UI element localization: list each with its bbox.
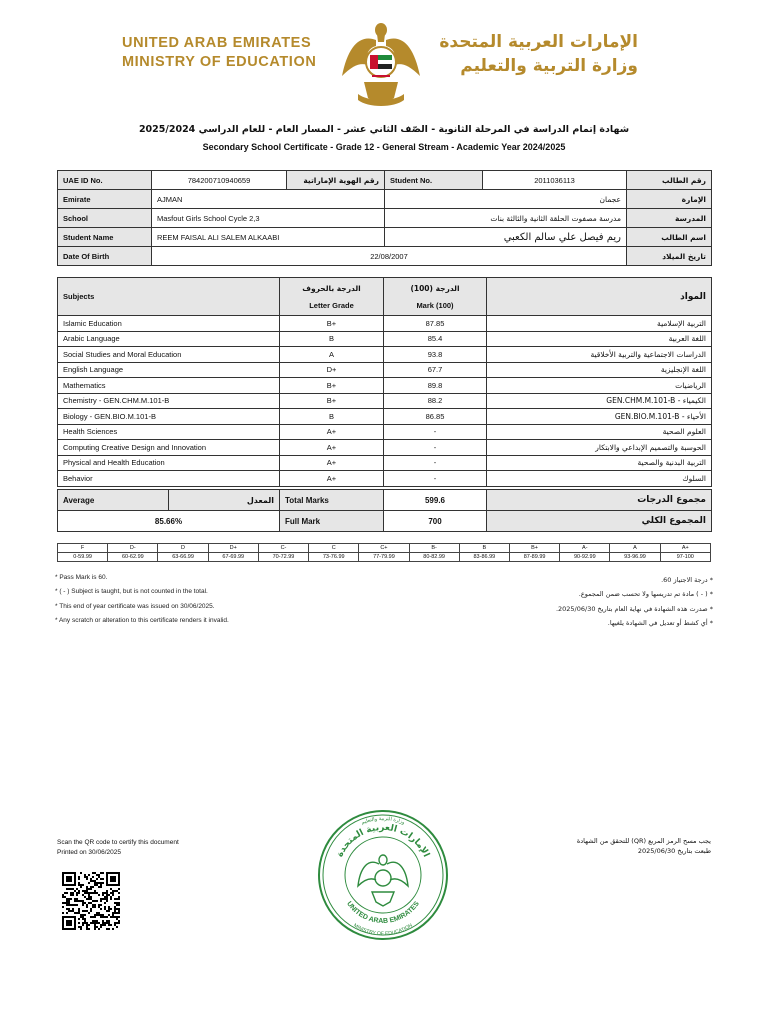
scan-text-en: Scan the QR code to certify this document (57, 839, 179, 846)
scale-range: 93-96.99 (610, 553, 660, 562)
header-ministry-en: MINISTRY OF EDUCATION (122, 54, 317, 70)
subject-name-ar: التربية البدنية والصحية (487, 455, 712, 471)
letter-grade: A (280, 347, 384, 363)
printed-date-en: Printed on 30/06/2025 (57, 849, 121, 856)
note-ar: * ( - ) مادة تم تدريسها ولا تحسب ضمن المجموع. (578, 590, 713, 599)
subject-name-en: Biology - GEN.BIO.M.101-B (58, 409, 280, 425)
grade-scale-table (57, 543, 711, 562)
mark-value: 89.8 (384, 378, 487, 394)
mark-value: - (384, 471, 487, 487)
uae-id-value: 784200710940659 (152, 171, 287, 190)
scale-range: 70-72.99 (258, 553, 308, 562)
letter-grade: B (280, 409, 384, 425)
emirate-value-ar: عجمان (385, 190, 627, 209)
scan-instructions-en (57, 838, 179, 858)
total-marks-label-ar: مجموع الدرجات (487, 490, 712, 511)
subject-name-en: Computing Creative Design and Innovation (58, 440, 280, 456)
subject-name-en: Physical and Health Education (58, 455, 280, 471)
scale-range: 0-59.99 (58, 553, 108, 562)
scale-range: 90-92.99 (560, 553, 610, 562)
dob-label-ar: تاريخ الميلاد (627, 247, 712, 266)
info-row-school (58, 209, 712, 228)
subject-name-en: English Language (58, 362, 280, 378)
svg-text:الإمارات العربية المتحدة (335, 823, 431, 859)
mark-value: 67.7 (384, 362, 487, 378)
seal-english-text: UNITED ARAB EMIRATES (345, 900, 421, 926)
info-row-name (58, 228, 712, 247)
letter-grade-col-header (280, 278, 384, 316)
letter-grade: B+ (280, 378, 384, 394)
scale-letter: A (610, 544, 660, 553)
scale-letter: C (309, 544, 359, 553)
subject-name-en: Chemistry - GEN.CHM.M.101-B (58, 393, 280, 409)
scale-letter: B- (409, 544, 459, 553)
mark-value: 87.85 (384, 316, 487, 332)
emirate-value: AJMAN (152, 190, 385, 209)
scale-range: 63-66.99 (158, 553, 208, 562)
student-info-table (57, 170, 712, 266)
header-english (122, 34, 342, 72)
note-en: * Pass Mark is 60. (55, 574, 108, 581)
note-ar: * درجة الاجتياز 60. (661, 576, 713, 584)
letter-grade: B+ (280, 393, 384, 409)
grade-row (58, 393, 712, 409)
letter-grade-header-ar: الدرجة بالحروف (302, 283, 361, 293)
grade-row (58, 347, 712, 363)
mark-header-ar: الدرجة (100) (410, 283, 460, 293)
mark-value: 86.85 (384, 409, 487, 425)
qr-code-icon[interactable] (62, 872, 120, 930)
scale-letter: B (459, 544, 509, 553)
student-name-label: Student Name (58, 228, 152, 247)
note-en: * ( - ) Subject is taught, but is not counted in the total. (55, 588, 208, 596)
seal-arabic-text-2: وزارة التربية والتعليم (360, 815, 406, 827)
subject-name-en: Arabic Language (58, 331, 280, 347)
student-name-value: REEM FAISAL ALI SALEM ALKAABI (152, 228, 385, 247)
scale-range: 97-100 (660, 553, 710, 562)
letter-grade: A+ (280, 440, 384, 456)
grades-table (57, 277, 712, 487)
emirate-label-ar: الإمارة (627, 190, 712, 209)
subject-name-ar: اللغة الإنجليزية (487, 362, 712, 378)
school-label: School (58, 209, 152, 228)
subject-name-en: Behavior (58, 471, 280, 487)
letter-grade: B+ (280, 316, 384, 332)
grade-row (58, 471, 712, 487)
emirate-label: Emirate (58, 190, 152, 209)
subject-name-en: Islamic Education (58, 316, 280, 332)
scale-range: 73-76.99 (309, 553, 359, 562)
note-ar: * صدرت هذه الشهادة في نهاية العام بتاريخ 2025/06/30. (555, 604, 713, 613)
notes-english (55, 574, 355, 631)
subject-name-en: Mathematics (58, 378, 280, 394)
student-no-label: Student No. (385, 171, 483, 190)
mark-header-en: Mark (100) (416, 300, 454, 310)
grade-row (58, 316, 712, 332)
scale-letter: C+ (359, 544, 409, 553)
letter-grade: A+ (280, 471, 384, 487)
average-label: Average (58, 490, 169, 511)
school-value: Masfout Girls School Cycle 2,3 (152, 209, 385, 228)
scale-letter: F (58, 544, 108, 553)
subject-name-en: Social Studies and Moral Education (58, 347, 280, 363)
grade-row (58, 424, 712, 440)
average-value: 85.66% (58, 511, 280, 532)
subject-name-ar: التربية الإسلامية (487, 316, 712, 332)
note-en: * This end of year certificate was issued on 30/06/2025. (55, 602, 215, 610)
letter-grade: B (280, 331, 384, 347)
scale-range: 60-62.99 (108, 553, 158, 562)
note-en: * Any scratch or alteration to this certificate renders it invalid. (55, 616, 229, 624)
seal-arabic-text: الإمارات العربية المتحدة (335, 822, 431, 859)
header-country-ar: الإمارات العربية المتحدة (439, 32, 638, 52)
subject-name-ar: الأحياء - GEN.BIO.M.101-B (487, 409, 712, 425)
header-ministry-ar: وزارة التربية والتعليم (460, 56, 638, 76)
letter-grade: A+ (280, 455, 384, 471)
scale-range: 77-79.99 (359, 553, 409, 562)
ministry-seal-icon (316, 808, 450, 942)
subject-name-ar: الدراسات الاجتماعية والتربية الأخلاقية (487, 347, 712, 363)
school-value-ar: مدرسة مصفوت الحلقة الثانية والثالثة بنات (385, 209, 627, 228)
scan-text-ar: يجب مسح الرمز المربع (QR) للتحقق من الشهادة (576, 837, 711, 845)
scale-range: 67-69.99 (208, 553, 258, 562)
total-marks-value: 599.6 (384, 490, 487, 511)
scale-range: 80-82.99 (409, 553, 459, 562)
grade-row (58, 378, 712, 394)
printed-date-ar: طبعت بتاريخ 2025/06/30 (637, 847, 711, 855)
average-label-ar: المعدل (169, 490, 280, 511)
student-no-value: 2011036113 (483, 171, 627, 190)
subject-name-en: Health Sciences (58, 424, 280, 440)
student-no-label-ar: رقم الطالب (627, 171, 712, 190)
scale-letter: D- (108, 544, 158, 553)
scale-letter: D+ (208, 544, 258, 553)
dob-label: Date Of Birth (58, 247, 152, 266)
scan-instructions-ar (577, 836, 711, 856)
student-name-value-ar: ريم فيصل علي سالم الكعبي (385, 228, 627, 247)
summary-row-full (58, 511, 712, 532)
summary-table (57, 489, 712, 532)
mark-value: - (384, 455, 487, 471)
grade-row (58, 362, 712, 378)
grade-scale-ranges-row (58, 553, 711, 562)
subject-name-ar: اللغة العربية (487, 331, 712, 347)
subject-name-ar: السلوك (487, 471, 712, 487)
scale-range: 87-89.99 (509, 553, 559, 562)
scale-letter: A+ (660, 544, 710, 553)
subject-name-ar: الحوسبة والتصميم الإبداعي والابتكار (487, 440, 712, 456)
info-row-ids (58, 171, 712, 190)
mark-value: - (384, 424, 487, 440)
certificate-title-en: Secondary School Certificate - Grade 12 - General Stream - Academic Year 2024/2025 (202, 142, 566, 152)
scale-letter: B+ (509, 544, 559, 553)
uae-id-label: UAE ID No. (58, 171, 152, 190)
grades-header-row (58, 278, 712, 316)
grade-row (58, 331, 712, 347)
school-label-ar: المدرسة (627, 209, 712, 228)
scale-letter: C- (258, 544, 308, 553)
dob-value: 22/08/2007 (152, 247, 627, 266)
subjects-col-header: Subjects (58, 278, 280, 316)
mark-value: - (384, 440, 487, 456)
note-ar: * أي كشط أو تعديل في الشهادة يلغيها. (607, 618, 713, 627)
scale-letter: D (158, 544, 208, 553)
mark-value: 93.8 (384, 347, 487, 363)
letter-grade: A+ (280, 424, 384, 440)
scale-range: 83-86.99 (459, 553, 509, 562)
subject-name-ar: العلوم الصحية (487, 424, 712, 440)
notes-arabic (413, 576, 713, 633)
header-country-en: UNITED ARAB EMIRATES (122, 35, 312, 51)
grade-row (58, 455, 712, 471)
mark-value: 88.2 (384, 393, 487, 409)
full-mark-value: 700 (384, 511, 487, 532)
seal-english-text-2: MINISTRY OF EDUCATION (352, 922, 414, 938)
subject-name-ar: الكيمياء - GEN.CHM.M.101-B (487, 393, 712, 409)
full-mark-label-ar: المجموع الكلي (487, 511, 712, 532)
subject-name-ar: الرياضيات (487, 378, 712, 394)
header-arabic (408, 30, 638, 78)
grade-row (58, 440, 712, 456)
letter-grade: D+ (280, 362, 384, 378)
mark-col-header (384, 278, 487, 316)
grade-scale-letters-row (58, 544, 711, 553)
info-row-emirate (58, 190, 712, 209)
uae-id-label-ar: رقم الهوية الإماراتية (287, 171, 385, 190)
certificate-title-ar: شهادة إتمام الدراسة في المرحلة الثانوية - الصّف الثاني عشر - المسار العام - للعام الدراسي 2025/2024 (138, 124, 630, 135)
info-row-dob (58, 247, 712, 266)
letter-grade-header-en: Letter Grade (309, 300, 354, 310)
full-mark-label: Full Mark (280, 511, 384, 532)
grade-row (58, 409, 712, 425)
student-name-label-ar: اسم الطالب (627, 228, 712, 247)
scale-letter: A- (560, 544, 610, 553)
summary-row-average (58, 490, 712, 511)
mark-value: 85.4 (384, 331, 487, 347)
subjects-col-header-ar: المواد (487, 278, 712, 316)
total-marks-label: Total Marks (280, 490, 384, 511)
